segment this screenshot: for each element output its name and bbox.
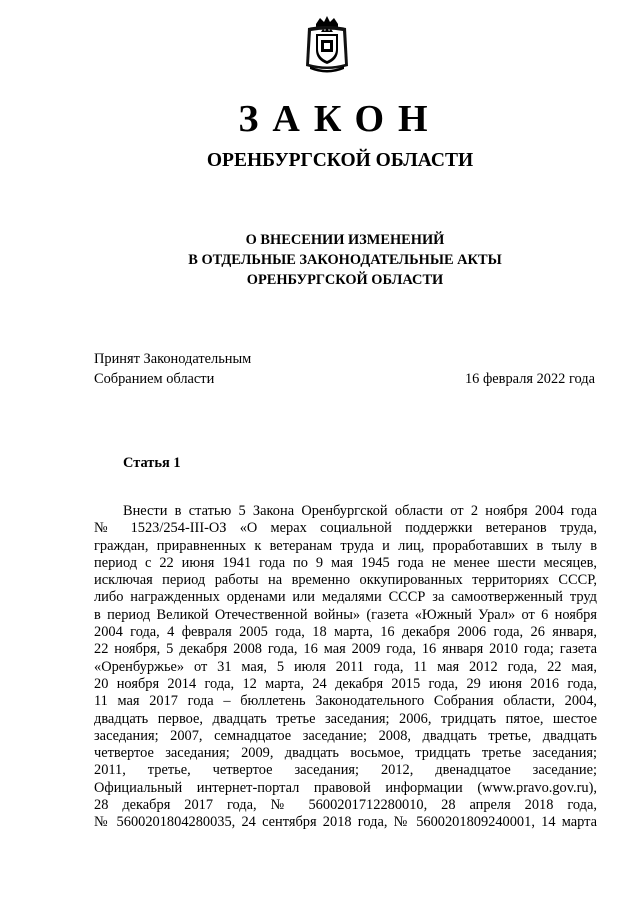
- body-line: в период Великой Отечественной войны» (газета «Южный Урал» от 6 ноября: [94, 606, 597, 623]
- adoption-date: 16 февраля 2022 года: [464, 371, 595, 387]
- region-title: ОРЕНБУРГСКОЙ ОБЛАСТИ: [206, 150, 474, 171]
- law-subject: [0, 230, 640, 290]
- adoption-line: Собранием области: [94, 371, 215, 387]
- body-line: граждан, приравненных к ветеранам труда и лиц, проработавших в тылу в: [94, 537, 597, 554]
- body-line: либо награжденных орденами или медалями СССР за самоотверженный труд: [94, 589, 597, 606]
- body-line: заседания; 2007, семнадцатое заседание; 2008, двадцать третье, двадцать: [94, 727, 597, 744]
- subject-line: В ОТДЕЛЬНЫЕ ЗАКОНОДАТЕЛЬНЫЕ АКТЫ: [188, 252, 502, 268]
- body-line: исключая период работы на временно оккупированных территориях СССР,: [94, 572, 597, 589]
- body-line: 28 декабря 2017 года, № 5600201712280010, 28 апреля 2018 года,: [94, 797, 597, 814]
- body-line: «Оренбуржье» от 31 мая, 5 июля 2011 года, 11 мая 2012 года, 22 мая,: [94, 658, 597, 675]
- article-body: [94, 503, 597, 832]
- body-line: двадцать первое, двадцать третье заседания; 2006, тридцать пятое, шестое: [94, 710, 597, 727]
- law-title: ЗАКОН: [238, 98, 442, 140]
- body-line: № 5600201804280035, 24 сентября 2018 года, № 5600201809240001, 14 марта: [94, 814, 597, 831]
- subject-line: О ВНЕСЕНИИ ИЗМЕНЕНИЙ: [245, 232, 445, 248]
- subject-line: ОРЕНБУРГСКОЙ ОБЛАСТИ: [246, 272, 444, 288]
- body-line: 2004 года, 4 февраля 2005 года, 18 марта, 16 декабря 2006 года, 26 января,: [94, 624, 597, 641]
- body-line: период с 22 июня 1941 года по 9 мая 1945 года не менее шести месяцев,: [94, 554, 597, 571]
- body-line: 2011, третье, четвертое заседания; 2012, двенадцатое заседание;: [94, 762, 597, 779]
- body-line: 11 мая 2017 года – бюллетень Законодательного Собрания области, 2004,: [94, 693, 597, 710]
- adoption-line: Принят Законодательным: [94, 351, 252, 367]
- adoption-statement: [94, 349, 251, 389]
- body-line: 22 ноября, 5 декабря 2008 года, 16 мая 2009 года, 16 января 2010 года; газета: [94, 641, 597, 658]
- body-line: № 1523/254-III-ОЗ «О мерах социальной поддержки ветеранов труда,: [94, 520, 597, 537]
- article-heading: Статья 1: [123, 455, 181, 471]
- body-line: Официальный интернет-портал правовой информации (www.pravo.gov.ru),: [94, 779, 597, 796]
- body-line: Внести в статью 5 Закона Оренбургской области от 2 ноября 2004 года: [123, 503, 597, 519]
- coat-of-arms-icon: [302, 14, 352, 74]
- body-line: четвертое заседания; 2009, двадцать восьмое, тридцать третье заседания;: [94, 745, 597, 762]
- body-line: 20 ноября 2014 года, 12 марта, 24 декабря 2015 года, 29 июня 2016 года,: [94, 675, 597, 692]
